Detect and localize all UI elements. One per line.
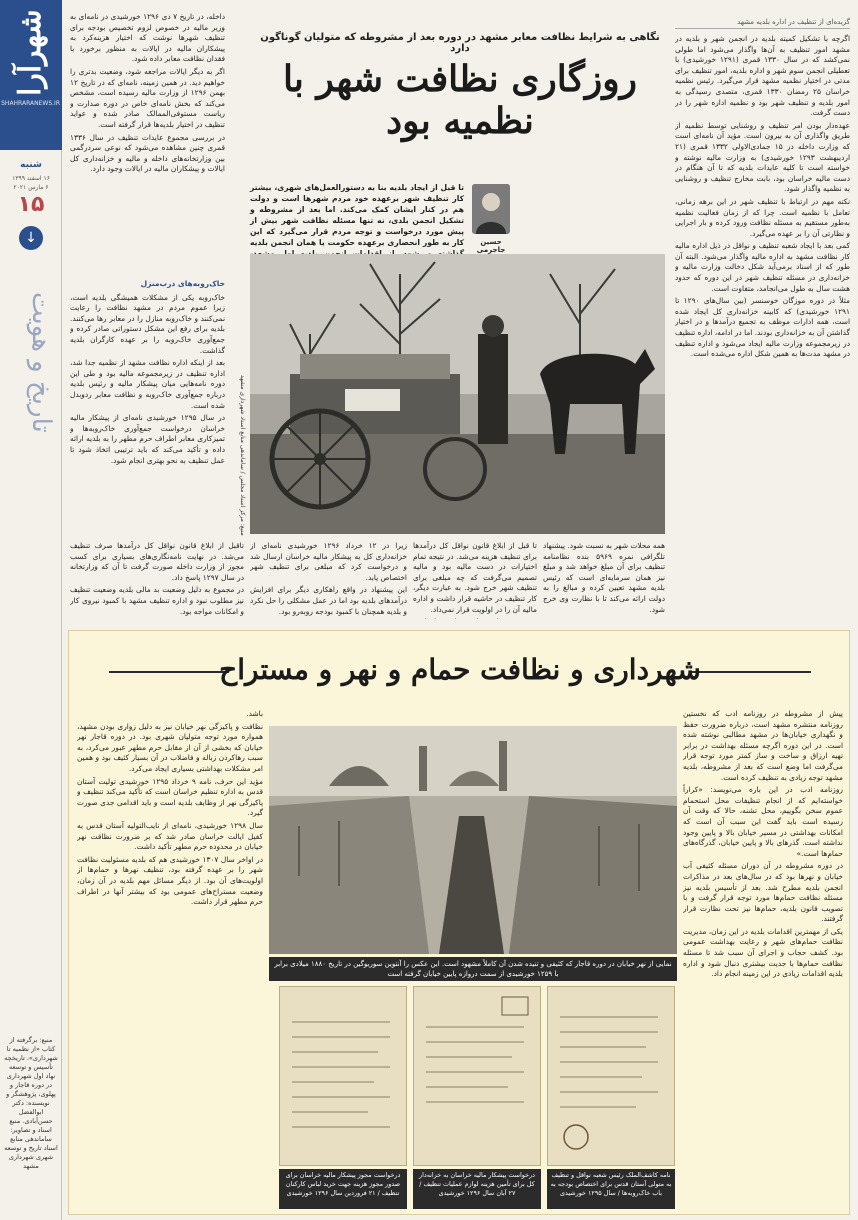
paragraph: کمی بعد با ایجاد شعبه تنظیف و نواقل در ذیل اداره مالیه کار نظافت مشهد به اداره مالیه واگذار می‌شود. البته آن طور که از اسناد برمی‌آید شکل دخالت وزارت مالیه و خزانه‌داری در مسئله تنظیف شهر در این دوره که حدود هشت سال به طول می‌انجامد، متفاوت است. [675, 241, 850, 293]
issue-date-gregorian: ۶ مارس ۲۰۲۱ [13, 184, 49, 191]
document-caption: درخواست پیشکار مالیه خراسان به خزانه‌دار کل برای تأمین هزینه لوازم عملیات تنظیف / ۲۷ آبان سال ۱۲۹۶ خورشیدی [413, 1169, 541, 1209]
paragraph: اگر به دیگر ایالات مراجعه شود، وضعیت بدتری را خواهیم دید. در همین زمینه، نامه‌ای که در تاریخ ۱۲ بهمن ۱۲۹۶ از وزارت مالیه رسیده است، مشخص می‌کند که بخش نامه‌ای خاص در دوره صدارت و ریاست مستوفی‌الممالک صادر شده و عواید تنظیف در اختیار بلدیه‌ها قرار گرفته است. [70, 66, 225, 129]
paragraph: در دوره مشروطه در آن دوران مسئله کثیفی آب خیابان و نهرها بود که در سال‌های بعد در مذاکرات انجمن بلدیه مطرح شد. بعد از تأسیس بلدیه نیز مسئله نظافت حمام‌ها مورد توجه قرار گرفت و با تصویب قانون بلدیه، حمام‌ها نیز تحت نظارت قرار گرفتند. [683, 861, 843, 924]
paragraph: زیرا در ۱۲ خرداد ۱۲۹۶ خورشیدی نامه‌ای از خزانه‌داری کل به پیشکار مالیه خراسان ارسال شد و درخواست کرد که مبلغی برای تنظیف شهر اختصاص یابد. [250, 541, 407, 582]
paragraph: در مجموع به دلیل وضعیت بد مالی بلدیه وضعیت تنظیف نیز مطلوب نبود و اداره تنظیف مشهد با کمبود نیروی کار و امکانات مواجه بود. [70, 585, 244, 616]
archival-document [413, 986, 541, 1166]
masthead [0, 0, 62, 1220]
top-article [70, 6, 850, 621]
column-mid [413, 541, 537, 619]
document-caption: درخواست مجوز پیشکار مالیه خراسان برای صدور مجوز هزینه جهت خرید لباس کارکنان تنظیف / ۲۱ فروردین سال ۱۲۹۶ خورشیدی [279, 1169, 407, 1209]
paragraph: همه محلات شهر به نسبت شود. پیشنهاد تلگرافی نمره ۵۹۶۹ بنده نظامنامه تنظیف برای آن مبلغ خواهد شد و مبلغ نیز همان سرمایه‌ای است که رئیس بلدیه مشهد تعیین کرده و مبالغ را به دولت ارائه می‌کند تا با نظارت وی خرج شود. [543, 541, 665, 614]
paragraph: نظافت و پاکیزگی نهر خیابان نیز به دلیل زواری بودن مشهد، همواره مورد توجه متولیان شهری بود. در دوره قاجار نهر خیابان که بخشی از آن از مقابل حرم مطهر عبور می‌کرد، به سبب رهاکردن زباله و فاضلاب در آن بسیار کثیف بود و همین امر مشکلات بهداشتی بسیاری ایجاد می‌کرد. [77, 721, 263, 773]
article-supertitle: نگاهی به شرایط نظافت معابر مشهد در دوره بعد از مشروطه که متولیان گوناگون دارد [260, 32, 660, 54]
historical-photo-cart [250, 254, 665, 534]
paragraph: عهده‌دار بودن امر تنظیف و روشنایی توسط نظمیه از طریق واگذاری آن به بیرون است. مؤید آن نامه‌ای است که وزارت داخله در ۱۵ جمادی‌الاولی ۱۳۳۲ قمری (۲۱ اردیبهشت ۱۲۹۳ خورشیدی) به وزارت مالیه نوشته و خواسته است تا کلیه عایدات بلدیه که تا آن هنگام در دست مالیه خراسان بود، بابت مخارج تنظیف و روشنایی به نظمیه واگذار شود. [675, 120, 850, 194]
mid-subhead [543, 618, 665, 619]
paragraph: پیش از مشروطه در روزنامه ادب که نخستین روزنامه منتشره مشهد است، درباره ضرورت حفظ و نگهداری خیابان‌ها در مشهد مطالبی نوشته شده است. در این دوره اگرچه مسئله بهداشت در برابر تهیه ارزاق و ساخت و ساز کمتر مورد توجه قرار می‌گرفت اما وضع است که بعد از مشروطه، بلدیه مشهد توجه زیادی به تنظیف کرده است. [683, 709, 843, 782]
feature-right-column [683, 709, 843, 1209]
author-photo [472, 184, 510, 234]
paragraph: مؤید این حرف، نامه ۹ خرداد ۱۲۹۵ خورشیدی تولیت آستان قدس به اداره تنظیم خراسان است که تأکید می‌کند تنظیف و پاکیزگی نهر از وظایف بلدیه است و باید اقدامی جدی صورت گیرد. [77, 776, 263, 818]
arrow-down-icon[interactable]: ↓ [19, 226, 43, 250]
paragraph: در سال ۱۲۹۵ خورشیدی نامه‌ای از پیشکار مالیه خراسان درخواست جمع‌آوری خاک‌روبه‌ها و تمیزکاری معابر اطراف حرم مطهر را به بلدیه ارائه داده و تأکید می‌کند که باید ترتیبی اتخاذ شود تا عمل تنظیف به نحو بهتری انجام شود. [70, 413, 225, 465]
paragraph: سال ۱۲۹۸ خورشیدی، نامه‌ای از نایب‌التولیه آستان قدس به کفیل ایالت خراسان صادر شد که بر ضرورت نظافت نهر خیابان در محدوده حرم مطهر تأکید داشت. [77, 820, 263, 852]
photo-caption: نمایی از نهر خیابان در دوره قاجار که کثیفی و تنیده شدن آن کاملاً مشهود است. این عکس را آنتوین سوریوگین در تاریخ ۱۸۸۰ میلادی برابر با ۱۲۵۹ خورشیدی از سمت دروازه پایین خیابان گرفته است [269, 957, 677, 981]
archival-document [547, 986, 675, 1166]
paragraph: اگرچه با تشکیل کمیته بلدیه در انجمن شهر و بلدیه در مشهد امور تنظیف به آن‌ها واگذار می‌شود اما طولی نمی‌کشد که در سال ۱۳۳۰ قمری (۱۲۹۱ خورشیدی) با تعطیلی انجمن سوم شهر و اداره بلدیه، امور تنظیف برای مدتی در اختیار نظمیه مشهد قرار می‌گیرد. رئیس نظمیه خراسان ۲۵ رمضان ۱۳۳۰ قمری، متصدی رسیدگی به امور بلدیه و تنظیف شهر بود و نظمیه اداره شهر را در دست گرفت. [675, 34, 850, 118]
right-column [675, 34, 850, 619]
left-column-bottom [70, 276, 225, 536]
newspaper-logo[interactable] [0, 0, 62, 150]
source-credits: منبع: برگرفته از کتاب «از نظمیه تا شهرداری»، تاریخچه تأسیس و توسعه نهاد اول شهرداری در دوره قاجار و پهلوی، پژوهشگر و نویسنده: دکتر ابوالفضل حسن‌آبادی. منبع اسناد و تصاویر: ساماندهی منابع اسناد تاریخ و توسعه شهری شهرداری مشهد [4, 1036, 58, 1170]
historical-photo-stream [269, 726, 677, 954]
page-number: ۱۵ [17, 192, 45, 217]
left-column-footer [70, 541, 244, 619]
old-city-stream-photo [269, 726, 677, 954]
paragraph: نکته مهم در ارتباط با تنظیف شهر در این برهه زمانی، تعامل با نظمیه است. چرا که از زمان فعالیت نظمیه به‌طور مستقیم به مسئله نظافت ورود کرده و بار اجرایی و نظارتی آن را بر عهده می‌گیرد. [675, 196, 850, 238]
site-url: SHAHRARANEWS.IR [1, 100, 60, 107]
article-headline: روزگاری نظافت شهر با نظمیه بود [282, 58, 638, 142]
paragraph: روزنامه ادب در این باره می‌نویسد: «کراراً خواسته‌ایم که از انجام تنظیفات محل استحمام عموم سخن بگوییم، محل تشنه، حالا که وقت آن رسیده است باید گفت این سبب آن است که امکانات بهداشتی در مسیر خیابان بالا و پایین وجود نداشته است. گذرهای بالا و پایین خیابان، گذرگاه‌های حمام‌ها است.» [683, 785, 843, 858]
document-scan-icon [413, 987, 540, 1166]
paragraph: بعد از اینکه اداره نظافت مشهد از نظمیه جدا شد، اداره تنظیف در زیرمجموعه مالیه بود و طی این دوره نامه‌هایی میان پیشکار مالیه و رئیس بلدیه درباره جمع‌آوری خاک‌روبه و نظافت معابر ردوبدل شده است. [70, 358, 225, 410]
feature-left-column [77, 709, 263, 1209]
logo-wordmark: شهرآرا [13, 9, 48, 97]
document-scan-icon [279, 987, 406, 1166]
author-portrait-icon [472, 184, 510, 234]
feature-title: شهرداری و نظافت حمام و نهر و مستراح [219, 653, 701, 686]
column-mid-right [543, 541, 665, 619]
paragraph: مثلاً در دوره موزگان خوسنسر (بین سال‌های ۱۲۹۰ تا ۱۲۹۱ خورشیدی) که کابینه خزانه‌داری کل ایجاد شده است، همه ادارات موظف به تجمیع درآمدها و در اختیار گذاشتن آن به خزانه‌داری بودند. اما در ادامه، اداره تنظیف در زیرمجموعه وزارت مالیه ایجاد می‌شود و اداره تنظیف در مشهد مدت‌ها به همین شکل اداره می‌شده است. [675, 296, 850, 359]
photo-credit: منبع: مرکز اسناد مجلس / ساماندهی منابع اسناد شهرداری مشهد [239, 375, 246, 536]
issue-date [2, 174, 60, 192]
issue-date-persian: ۱۶ اسفند ۱۳۹۹ [12, 175, 50, 182]
feature-box [68, 630, 850, 1215]
paragraph: یکی از مهمترین اقدامات بلدیه در این زمان، مدیریت نظافت حمام‌های شهر و رعایت بهداشت عمومی بود. کشف حجاب و اجرای آن سبب شد تا مسئله نظافت حمام‌ها با جدیت بیشتری دنبال شود و اداره بلدیه اقدامات زیادی در این زمینه انجام داد. [683, 926, 843, 979]
archival-document [279, 986, 407, 1166]
document-caption: نامه کاشف‌الملک رئیس شعبه نواقل و تنظیف به متولی آستان قدس برای اختصاص بودجه به باب خاک‌روبه‌ها / سال ۱۲۹۵ خورشیدی [547, 1169, 675, 1209]
paragraph: تاقبل از ابلاغ قانون نواقل کل درآمدها صرف تنظیف می‌شد. در نهایت نامه‌نگاری‌های بسیاری برای کسب مجوز از وزارت داخله صورت گرفت تا آن که وزارتخانه در سال ۱۲۹۷ پاسخ داد. [70, 541, 244, 582]
paragraph: باشد. [246, 709, 263, 718]
paragraph: داخله، در تاریخ ۷ دی ۱۲۹۶ خورشیدی در نامه‌ای به وزیر مالیه در خصوص لزوم تخصیص بودجه برای تنظیف شهرها نوشت که اختیار هزینه‌کرد به پیشکاران مالیه در ایالات به منظور برخورد با فقدان نظافت معابر داده شود. [70, 12, 225, 64]
column-far-left [250, 541, 407, 619]
paragraph: خاک‌روبه یکی از مشکلات همیشگی بلدیه است، زیرا عموم مردم در مشهد نظافت را رعایت نمی‌کنند و خاک‌روبه منازل را در معابر رها می‌کنند. بلدیه برای رفع این مشکل دستوراتی صادر کرده و جمع‌آوری خاک‌روبه را بر عهده کارگران بلدیه گذاشت. [70, 292, 225, 355]
section-title: تاریخ و هویت [26, 291, 56, 433]
garbage-cart-photo [250, 254, 665, 534]
paragraph: در اواخر سال ۱۳۰۷ خورشیدی هم که بلدیه مسئولیت نظافت شهر را بر عهده گرفته بود، تنظیف نهرها و حمام‌ها از اولویت‌های آن بود. از دیگر مسائل مهم بلدیه در آن زمان، وضعیت مستراح‌های عمومی بود که بیشتر آنها در اطراف حرم مطهر قرار داشت. [77, 854, 263, 907]
paragraph [413, 617, 537, 619]
article-lead: تا قبل از ایجاد بلدیه بنا به دستورالعمل‌های شهری، بیشتر کار تنظیف شهر برعهده خود مردم شهرها است و دولت هم در کنار ایشان کمک می‌کند. اما بعد از مشروطه و تشکیل انجمن بلدی، نه تنها مسئله نظافت شهر بیش از پیش مورد درخواست و توجه مردم قرار می‌گیرد که این کار به طور انحصاری برعهده حکومت یا همان انجمن بلدیه [250, 183, 464, 247]
author-name: حسین جاجرمی [476, 238, 506, 254]
paragraph: تا قبل از ابلاغ قانون نواقل کل درآمدها برای تنظیف هزینه می‌شد. در نتیجه تمام اختیارات در دست مالیه بود و مالیه تصمیم می‌گرفت که چه مبلغی برای تنظیف شهر خرج شود. به عبارت دیگر، کار تنظیف در حاشیه قرار داشت و اداره مالیه آن را در اولویت قرار نمی‌داد. [413, 541, 537, 614]
paragraph: در بررسی مجموع عایدات تنظیف در سال ۱۳۳۶ قمری چنین مشاهده می‌شود که نوعی سردرگمی بین وزارتخانه‌های داخله و مالیه و خزانه‌داری کل ایالات و پیشکاران مالیه در ایالات وجود دارد. [70, 132, 225, 174]
document-scan-icon [547, 987, 674, 1166]
left-subhead: خاک‌روبه‌های درب‌منزل [140, 279, 225, 288]
paragraph: این پیشنهاد در واقع راهکاری دیگر برای افزایش درآمدهای بلدیه بود اما در عمل مشکلی را حل نکرد و بلدیه همچنان با کمبود بودجه روبه‌رو بود. [250, 585, 407, 616]
left-column-top [70, 12, 225, 274]
article-kicker: گزیده‌ای از تنظیف در اداره بلدیه مشهد [675, 18, 850, 29]
issue-day: شنبه [20, 160, 42, 170]
